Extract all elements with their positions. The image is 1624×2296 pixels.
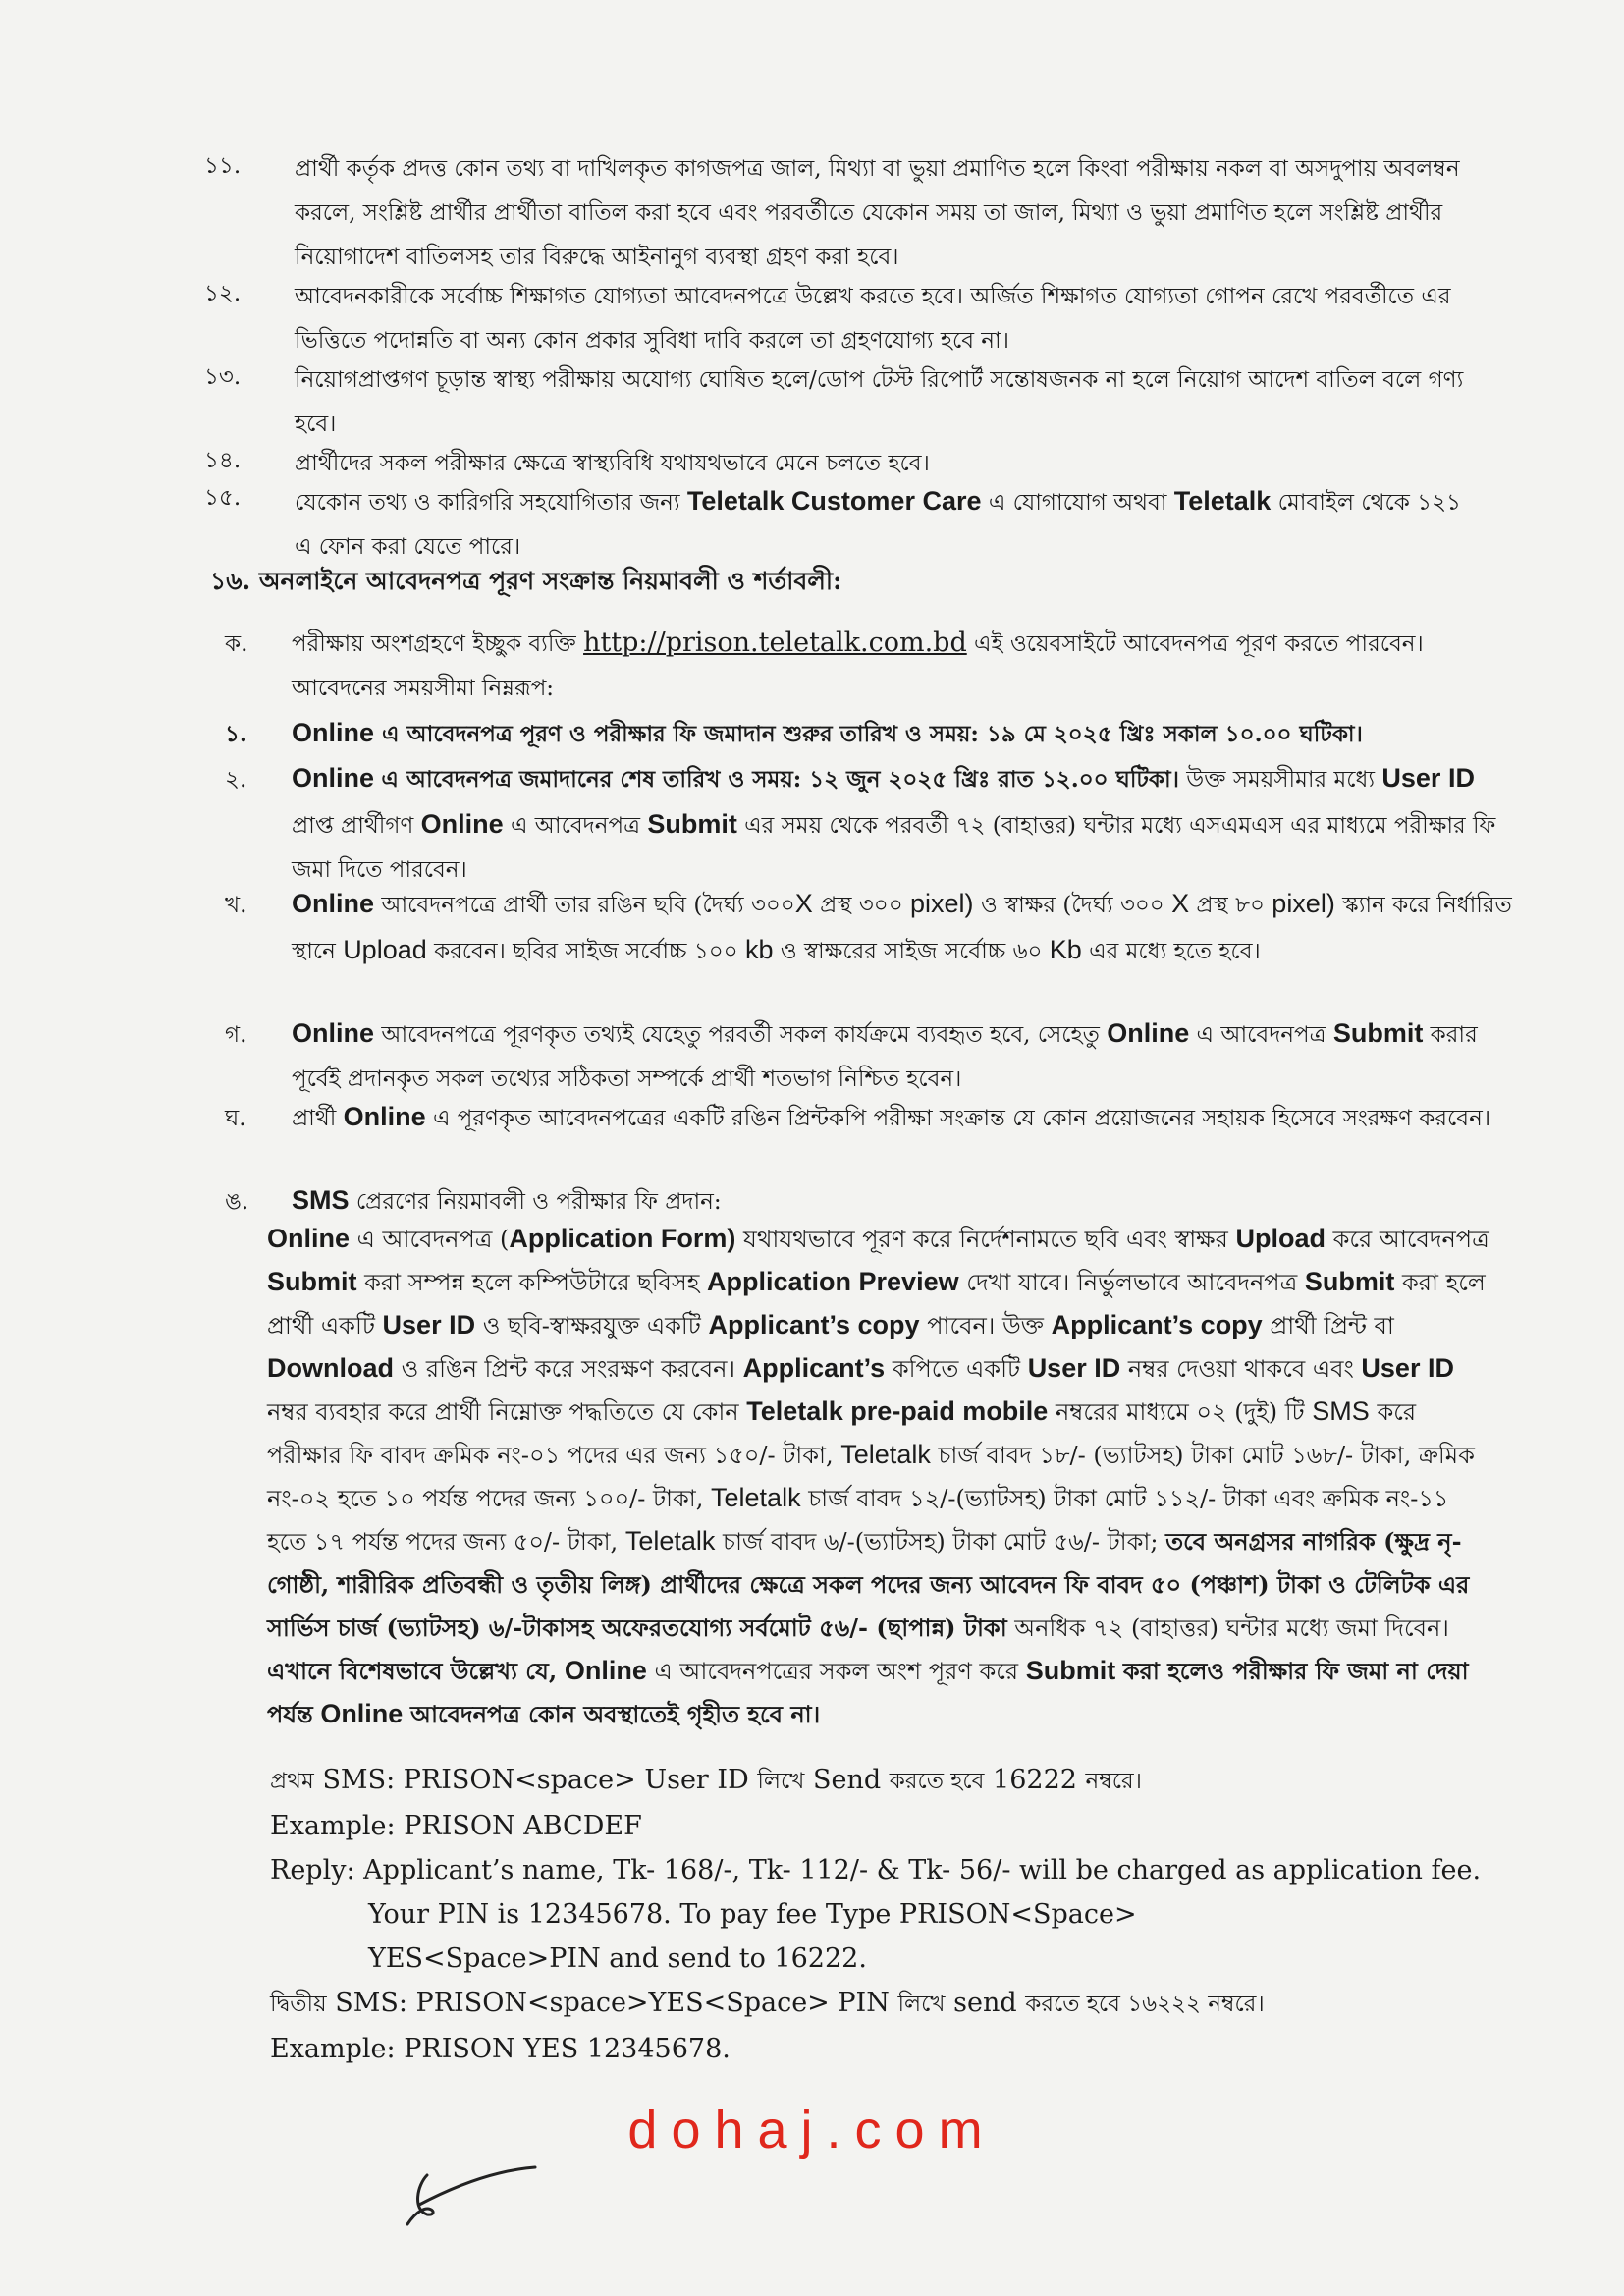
pixel-unit: pixel) bbox=[1272, 889, 1335, 918]
deadline-text: এ আবেদনপত্র জমাদানের শেষ তারিখ ও সময়: ১২ জুন ২০২৫ খ্রিঃ রাত ১২.০০ ঘটিকা। bbox=[381, 766, 1179, 793]
para-text: চার্জ বাবদ ৬/-(ভ্যাটসহ) টাকা মোট ৫৬/- টাকা; bbox=[723, 1528, 1159, 1556]
subitem-text: করার পূর্বেই প্রদানকৃত সকল তথ্যের সঠিকতা সম্পর্কে প্রার্থী শতভাগ নিশ্চিত হবেন। bbox=[292, 1022, 1478, 1092]
sms-text: লিখে bbox=[757, 1769, 805, 1794]
teletalk-term: Teletalk bbox=[624, 1526, 716, 1556]
sms-text: করতে হবে ১৬২২২ নম্বরে। bbox=[1025, 1992, 1265, 2017]
subitem-mark: ঙ. bbox=[225, 1189, 249, 1215]
para-text: করা সম্পন্ন হলে কম্পিউটারে ছবিসহ bbox=[364, 1269, 700, 1296]
dimension-x: X bbox=[794, 889, 813, 918]
item-text: আবেদনকারীকে সর্বোচ্চ শিক্ষাগত যোগ্যতা আবেদনপত্রে উল্লেখ করতে হবে। অর্জিত শিক্ষাগত যোগ্যতা গোপন রেখে পরবর্তীতে এর ভিত্তিতে পদোন্নতি বা অন্য কোন প্রকার সুবিধা দাবি করলে তা গ্রহণযোগ্য হবে না। bbox=[295, 284, 1451, 354]
brand-name: Teletalk bbox=[1173, 486, 1272, 516]
submit-term: Submit bbox=[1025, 1656, 1116, 1685]
item-number: ১৫. bbox=[204, 485, 242, 511]
user-id-term: User ID bbox=[1027, 1353, 1121, 1383]
sms-label: দ্বিতীয় bbox=[270, 1992, 327, 2017]
first-sms-line bbox=[270, 1758, 1492, 1804]
section-heading bbox=[210, 562, 841, 604]
para-text: কপিতে একটি bbox=[892, 1355, 1021, 1383]
sms-instructions-paragraph bbox=[267, 1218, 1489, 1736]
sms-number: 16222 bbox=[993, 1765, 1077, 1795]
subitem-text: এ আবেদনপত্র পূরণ ও পরীক্ষার ফি জমাদান শুরুর তারিখ ও সময়: ১৯ মে ২০২৫ খ্রিঃ সকাল ১০.০০ ঘটিকা। bbox=[382, 721, 1363, 747]
size-unit: Kb bbox=[1049, 935, 1082, 964]
item-number: ১২. bbox=[204, 281, 242, 306]
website-link[interactable]: http://prison.teletalk.com.bd bbox=[583, 628, 967, 658]
subitem-text: এ আবেদনপত্র bbox=[511, 813, 641, 839]
sms-pin-line: Your PIN is 12345678. To pay fee Type PRISON<Space> bbox=[368, 1899, 1137, 1930]
para-text-bold: আবেদনপত্র কোন অবস্থাতেই গৃহীত হবে না। bbox=[409, 1700, 821, 1728]
subitem-text: এই ওয়েবসাইটে আবেদনপত্র পূরণ করতে পারবেন। আবেদনের সময়সীমা নিম্নরূপ: bbox=[292, 631, 1424, 701]
item-text: প্রার্থী কর্তৃক প্রদত্ত কোন তথ্য বা দাখিলকৃত কাগজপত্র জাল, মিথ্যা বা ভুয়া প্রমাণিত হলে কিংবা পরীক্ষায় নকল বা অসদুপায় অবলম্বন করলে, সংশ্লিষ্ট প্রার্থীর প্রার্থীতা বাতিল করা হবে এবং পরবর্তীতে যেকোন সময় তা জাল, মিথ্যা ও ভুয়া প্রমাণিত হলে সংশ্লিষ্ট প্রার্থীর নিয়োগাদেশ বাতিলসহ তার বিরুদ্ধে আইনানুগ ব্যবস্থা গ্রহণ করা হবে। bbox=[295, 156, 1460, 270]
online-term: Online bbox=[292, 1018, 375, 1048]
subitem-text: এ আবেদনপত্র bbox=[1196, 1022, 1326, 1048]
subitem-text: প্রাপ্ত প্রার্থীগণ bbox=[292, 813, 414, 839]
sms-label: প্রথম bbox=[270, 1769, 314, 1794]
sms-format: SMS: PRISON<space>YES<Space> PIN bbox=[335, 1988, 890, 2018]
subitem-title: প্রেরণের নিয়মাবলী ও পরীক্ষার ফি প্রদান: bbox=[355, 1189, 722, 1215]
online-term: Online bbox=[292, 718, 375, 747]
submit-term: Submit bbox=[267, 1267, 357, 1296]
sms-term: SMS bbox=[1312, 1396, 1370, 1426]
para-text-bold: তবে অনগ্রসর নাগরিক (ক্ষুদ্র নৃ-গোষ্ঠী, শারীরিক প্রতিবন্ধী ও তৃতীয় লিঙ্গ) প্রার্থীদের ক্ষেত্রে সকল পদের জন্য আবেদন ফি বাবদ ৫০ (পঞ্চাশ) টাকা ও টেলিটক এর সার্ভিস চার্জ (ভ্যাটসহ) ৬/-টাকাসহ অফেরতযোগ্য সর্বমোট ৫৬/- (ছাপান্ন) টাকা bbox=[267, 1527, 1470, 1642]
subitem-mark: গ. bbox=[225, 1022, 247, 1048]
subitem-text: এর সময় থেকে পরবর্তী ৭২ (বাহাত্তর) ঘন্টার মধ্যে এসএমএস এর মাধ্যমে পরীক্ষার ফি জমা দিতে পারবেন। bbox=[292, 813, 1496, 883]
subitem-gha bbox=[225, 1095, 1519, 1141]
pixel-unit: pixel) bbox=[909, 889, 974, 918]
para-text: পাবেন। উক্ত bbox=[927, 1312, 1045, 1339]
online-term: Online bbox=[292, 889, 375, 918]
online-term: Online bbox=[320, 1699, 404, 1728]
item-text-part: যেকোন তথ্য ও কারিগরি সহযোগিতার জন্য bbox=[295, 490, 680, 516]
online-term: Online bbox=[1107, 1018, 1190, 1048]
sms-steps bbox=[270, 1758, 1492, 2071]
subitem-text: আবেদনপত্রে পূরণকৃত তথ্যই যেহেতু পরবর্তী সকল কার্যক্রমে ব্যবহৃত হবে, সেহেতু bbox=[381, 1022, 1100, 1048]
para-text: দেখা যাবে। নির্ভুলভাবে আবেদনপত্র bbox=[966, 1269, 1298, 1296]
online-term: Online bbox=[267, 1224, 351, 1253]
section-number: ১৬. bbox=[210, 567, 251, 595]
subitem-mark: খ. bbox=[225, 893, 247, 918]
dimension-x: X bbox=[1171, 889, 1190, 918]
item-text: প্রার্থীদের সকল পরীক্ষার ক্ষেত্রে স্বাস্থ্যবিধি যথাযথভাবে মেনে চলতে হবে। bbox=[295, 451, 930, 476]
subitem-text: ও স্বাক্ষর (দৈর্ঘ্য ৩০০ bbox=[980, 893, 1164, 918]
sms-example: Example: PRISON ABCDEF bbox=[270, 1811, 642, 1841]
online-term: Online bbox=[292, 763, 375, 793]
subitem-two bbox=[225, 756, 1519, 893]
para-text: নম্বর দেওয়া থাকবে এবং bbox=[1127, 1355, 1354, 1383]
section-title: অনলাইনে আবেদনপত্র পূরণ সংক্রান্ত নিয়মাবলী ও শর্তাবলী: bbox=[258, 567, 842, 595]
online-term: Online bbox=[420, 809, 504, 839]
user-id-term: User ID bbox=[382, 1310, 476, 1339]
sms-term: SMS bbox=[292, 1185, 350, 1215]
applicant-copy-term: Applicant’s copy bbox=[1051, 1310, 1263, 1339]
para-text: চার্জ বাবদ ১৮/- (ভ্যাটসহ) টাকা মোট ১৬৮/- টাকা, ক্রমিক নং-০২ হতে ১০ পর্যন্ত পদের জন্য ১০০/- টাকা, bbox=[267, 1442, 1475, 1512]
upload-term: Upload bbox=[1235, 1224, 1326, 1253]
para-text: ও ছবি-স্বাক্ষরযুক্ত একটি bbox=[482, 1312, 701, 1339]
subitem-text: উক্ত সময়সীমার মধ্যে bbox=[1186, 767, 1376, 793]
online-term: Online bbox=[343, 1102, 426, 1131]
item-text: নিয়োগপ্রাপ্তগণ চূড়ান্ত স্বাস্থ্য পরীক্ষায় অযোগ্য ঘোষিত হলে/ডোপ টেস্ট রিপোর্ট সন্তোষজনক না হলে নিয়োগ আদেশ বাতিল বলে গণ্য হবে। bbox=[295, 367, 1464, 437]
size-unit: kb bbox=[744, 935, 774, 964]
subitem-ka bbox=[225, 621, 1519, 711]
subitem-mark: ২. bbox=[225, 767, 247, 793]
item-number: ১৪. bbox=[204, 448, 242, 473]
sms-text: send bbox=[953, 1988, 1017, 2018]
applicant-copy-term: Applicant’s bbox=[742, 1353, 886, 1383]
para-text: এ আবেদনপত্রের সকল অংশ পূরণ করে bbox=[654, 1658, 1019, 1685]
sms-text: লিখে bbox=[897, 1992, 946, 2017]
application-form-term: Application Form) bbox=[509, 1224, 736, 1253]
applicant-copy-term: Applicant’s copy bbox=[708, 1310, 920, 1339]
subitem-kha bbox=[225, 882, 1519, 974]
submit-term: Submit bbox=[1332, 1018, 1424, 1048]
subitem-mark: ক. bbox=[225, 631, 248, 657]
subitem-one bbox=[225, 711, 1519, 756]
para-text: এ আবেদনপত্র ( bbox=[356, 1226, 510, 1253]
subitem-text: আবেদনপত্রে প্রার্থী তার রঙিন ছবি (দৈর্ঘ্য ৩০০ bbox=[381, 893, 795, 918]
para-text: অনধিক ৭২ (বাহাত্তর) ঘন্টার মধ্যে জমা দিবেন। bbox=[1014, 1614, 1449, 1642]
submit-term: Submit bbox=[1304, 1267, 1395, 1296]
user-id-term: User ID bbox=[1361, 1353, 1454, 1383]
item-text-part: এ যোগাযোগ অথবা bbox=[988, 490, 1167, 516]
item-number: ১৩. bbox=[204, 364, 242, 390]
preview-term: Application Preview bbox=[707, 1267, 959, 1296]
subitem-mark: ঘ. bbox=[225, 1106, 246, 1131]
teletalk-term: Teletalk pre-paid mobile bbox=[746, 1396, 1049, 1426]
teletalk-term: Teletalk bbox=[840, 1440, 931, 1469]
para-text: করা হলে প্রার্থী একটি bbox=[267, 1269, 1486, 1339]
subitem-mark: ১. bbox=[225, 721, 247, 747]
subitem-text: পরীক্ষায় অংশগ্রহণে ইচ্ছুক ব্যক্তি bbox=[292, 631, 576, 657]
subitem-text: স্ক্যান করে নির্ধারিত স্থানে bbox=[292, 893, 1512, 964]
watermark: dohaj.com bbox=[627, 2101, 997, 2159]
subitem-text: প্রার্থী bbox=[292, 1106, 337, 1131]
para-text: প্রার্থী প্রিন্ট বা bbox=[1270, 1312, 1394, 1339]
subitem-text: করবেন। ছবির সাইজ সর্বোচ্চ ১০০ bbox=[434, 939, 738, 964]
sms-text: করতে হবে bbox=[889, 1769, 985, 1794]
para-text: চার্জ বাবদ ১২/-(ভ্যাটসহ) টাকা মোট ১১২/- টাকা এবং ক্রমিক নং-১১ হতে ১৭ পর্যন্ত পদের জন্য ৫০/- টাকা, bbox=[267, 1485, 1449, 1556]
subitem-text: প্রস্থ ৩০০ bbox=[820, 893, 903, 918]
para-text: নম্বরের মাধ্যমে ০২ (দুই) টি bbox=[1055, 1398, 1305, 1426]
item-text bbox=[295, 479, 1483, 570]
para-text: নম্বর ব্যবহার করে প্রার্থী নিম্নোক্ত পদ্ধতিতে যে কোন bbox=[267, 1398, 739, 1426]
sms-example: Example: PRISON YES 12345678. bbox=[270, 2034, 731, 2064]
para-text: যথাযথভাবে পূরণ করে নির্দেশনামতে ছবি এবং স্বাক্ষর bbox=[743, 1226, 1228, 1253]
item-number: ১১. bbox=[204, 153, 242, 179]
teletalk-term: Teletalk bbox=[711, 1483, 801, 1512]
sms-pin-line: YES<Space>PIN and send to 16222. bbox=[368, 1943, 867, 1974]
online-term: Online bbox=[564, 1656, 647, 1685]
sms-text: Send bbox=[813, 1765, 882, 1795]
subitem-text: এ পূরণকৃত আবেদনপত্রের একটি রঙিন প্রিন্টকপি পরীক্ষা সংক্রান্ত যে কোন প্রয়োজনের সহায়ক হিসেবে সংরক্ষণ করবেন। bbox=[432, 1106, 1491, 1131]
download-term: Download bbox=[267, 1353, 394, 1383]
upload-term: Upload bbox=[343, 935, 427, 964]
sms-reply: Reply: Applicant’s name, Tk- 168/-, Tk- 112/- & Tk- 56/- will be charged as application fee. bbox=[270, 1855, 1482, 1886]
subitem-text: ও স্বাক্ষরের সাইজ সর্বোচ্চ ৬০ bbox=[780, 939, 1043, 964]
user-id-term: User ID bbox=[1381, 763, 1475, 793]
sms-format: SMS: PRISON<space> User ID bbox=[322, 1765, 749, 1795]
para-text: করে পরীক্ষার ফি বাবদ ক্রমিক নং-০১ পদের এর জন্য ১৫০/- টাকা, bbox=[267, 1398, 1417, 1469]
brand-name: Teletalk Customer Care bbox=[686, 486, 982, 516]
subitem-text: প্রস্থ ৮০ bbox=[1196, 893, 1265, 918]
signature bbox=[398, 2156, 545, 2234]
para-text: ও রঙিন প্রিন্ট করে সংরক্ষণ করবেন। bbox=[401, 1355, 735, 1383]
second-sms-line bbox=[270, 1981, 1492, 2027]
item-text-part: মোবাইল থেকে ১২১ এ ফোন করা যেতে পারে। bbox=[295, 490, 1461, 560]
sms-text: নম্বরে। bbox=[1085, 1769, 1142, 1794]
subitem-text: এর মধ্যে হতে হবে। bbox=[1089, 939, 1261, 964]
para-text-bold: এখানে বিশেষভাবে উল্লেখ্য যে, bbox=[267, 1657, 558, 1685]
para-text: করে আবেদনপত্র bbox=[1332, 1226, 1489, 1253]
submit-term: Submit bbox=[647, 809, 737, 839]
para-text-bold: করা হলেও পরীক্ষার ফি জমা না দেয়া পর্যন্ত bbox=[267, 1657, 1469, 1728]
subitem-ga bbox=[225, 1011, 1519, 1102]
